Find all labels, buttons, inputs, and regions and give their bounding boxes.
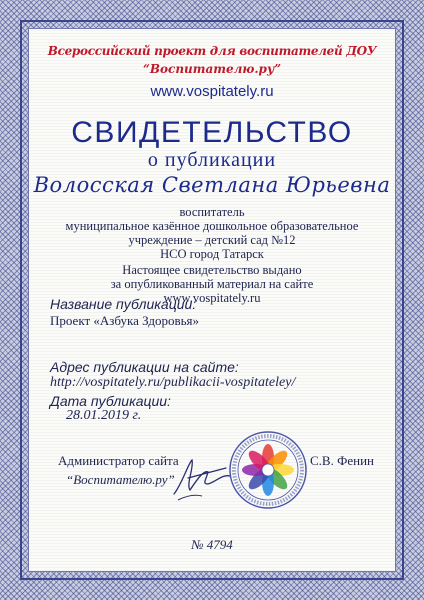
publication-name-value: Проект «Азбука Здоровья»	[50, 313, 200, 328]
recipient-position: воспитатель	[179, 205, 245, 219]
certificate-number: № 4794	[191, 537, 233, 552]
publication-date-label: Дата публикации:	[50, 393, 171, 409]
publication-address-value: http://vospitately.ru/publikacii-vospitateley/	[50, 375, 296, 390]
site-url: www.vospitately.ru	[150, 83, 274, 100]
organization-line-2: учреждение – детский сад №12	[128, 233, 296, 247]
certificate-subtitle: о публикации	[147, 149, 277, 171]
publication-date-value: 28.01.2019 г.	[66, 408, 142, 423]
project-line: Всероссийский проект для воспитателей ДОУ	[47, 44, 377, 58]
organization-line-3: НСО город Татарск	[160, 247, 264, 261]
publication-address-label: Адрес публикации на сайте:	[50, 359, 239, 375]
statement-line-1: Настоящее свидетельство выдано	[122, 263, 302, 277]
admin-site: “Воспитателю.ру”	[66, 472, 175, 487]
statement-line-3: www.vospitately.ru	[163, 291, 261, 305]
seal-icon	[228, 430, 308, 510]
publication-name-label: Название публикации:	[50, 296, 197, 312]
organization-line-1: муниципальное казённое дошкольное образовательное	[65, 219, 359, 233]
brand-line: “Воспитателю.ру”	[142, 62, 282, 76]
admin-label: Администратор сайта	[58, 453, 179, 468]
statement-line-2: за опубликованный материал на сайте	[110, 277, 314, 291]
admin-name: С.В. Фенин	[310, 453, 375, 468]
recipient-name: Волосская Светлана Юрьевна	[33, 173, 391, 197]
certificate-title: СВИДЕТЕЛЬСТВО	[71, 116, 353, 149]
